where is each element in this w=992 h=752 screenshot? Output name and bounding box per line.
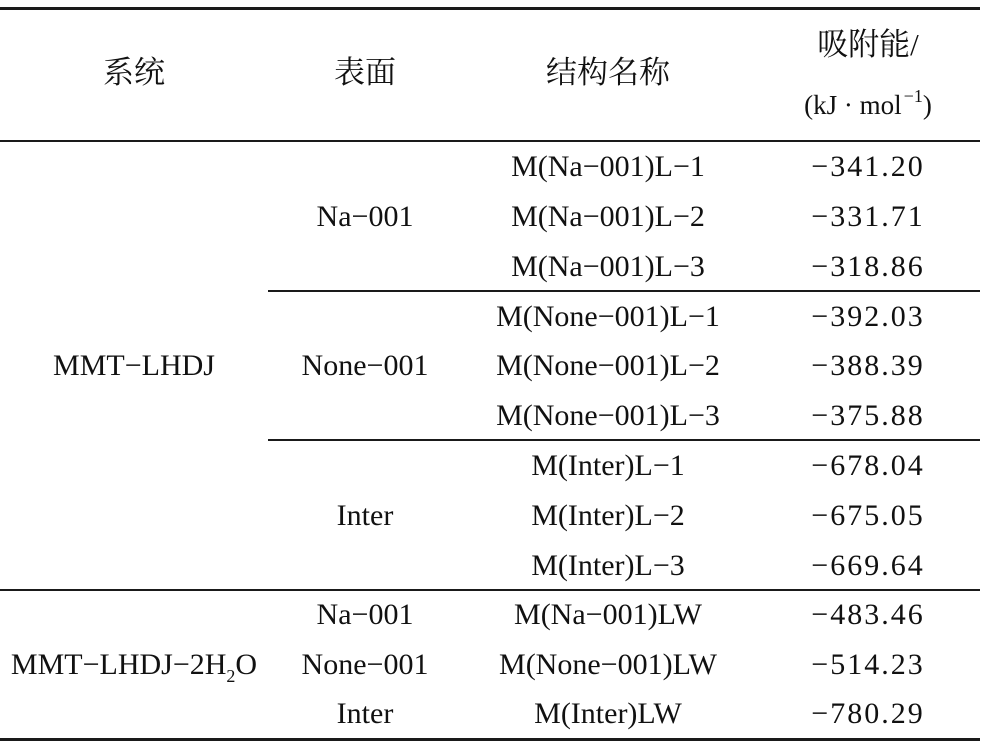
structure-cell: M(None−001)L−1 xyxy=(496,300,720,333)
header-surface: 表面 xyxy=(334,55,396,90)
energy-cell: −780.29 xyxy=(811,697,925,730)
surface-none-001: None−001 xyxy=(301,349,429,382)
unit-exponent: −1 xyxy=(903,86,923,106)
energy-cell: −392.03 xyxy=(811,300,925,333)
energy-cell: −678.04 xyxy=(811,449,925,482)
header-rule xyxy=(0,140,980,142)
energy-cell: −483.46 xyxy=(811,598,925,631)
energy-cell: −669.64 xyxy=(811,549,925,582)
energy-cell: −341.20 xyxy=(811,150,925,183)
header-structure: 结构名称 xyxy=(546,55,670,90)
energy-cell: −375.88 xyxy=(811,399,925,432)
structure-cell: M(Na−001)L−2 xyxy=(511,200,705,233)
surface-na-001-water: Na−001 xyxy=(316,598,414,631)
top-rule xyxy=(0,7,980,10)
structure-cell: M(Na−001)LW xyxy=(514,598,702,631)
structure-cell: M(Inter)L−3 xyxy=(531,549,685,582)
surface-na-001: Na−001 xyxy=(316,200,414,233)
bottom-rule xyxy=(0,738,980,741)
header-energy: 吸附能/ xyxy=(817,27,919,62)
structure-cell: M(Inter)L−1 xyxy=(531,449,685,482)
energy-cell: −331.71 xyxy=(811,200,925,233)
surface-none-001-water: None−001 xyxy=(301,648,429,681)
system-mmt-lhdj-2h2o xyxy=(0,645,268,685)
unit-suffix: ) xyxy=(922,90,932,120)
structure-cell: M(Na−001)L−1 xyxy=(511,150,705,183)
structure-cell: M(Inter)LW xyxy=(534,697,682,730)
structure-cell: M(Na−001)L−3 xyxy=(511,250,705,283)
surface-inter: Inter xyxy=(336,499,394,532)
system-rule xyxy=(0,589,980,591)
system-2h2o-suffix: O xyxy=(235,648,258,681)
energy-cell: −675.05 xyxy=(811,499,925,532)
system-mmt-lhdj: MMT−LHDJ xyxy=(53,349,215,382)
energy-cell: −388.39 xyxy=(811,349,925,382)
energy-cell: −318.86 xyxy=(811,250,925,283)
surface-inter-water: Inter xyxy=(336,697,394,730)
structure-cell: M(None−001)L−2 xyxy=(496,349,720,382)
structure-cell: M(None−001)L−3 xyxy=(496,399,720,432)
system-2h2o-prefix: MMT−LHDJ−2H xyxy=(10,648,227,681)
unit-prefix: (kJ · mol xyxy=(804,90,902,120)
structure-cell: M(None−001)LW xyxy=(499,648,717,681)
group-rule-none xyxy=(268,439,980,441)
structure-cell: M(Inter)L−2 xyxy=(531,499,685,532)
system-2h2o-subscript: 2 xyxy=(226,666,236,686)
energy-cell: −514.23 xyxy=(811,648,925,681)
header-system: 系统 xyxy=(103,55,165,90)
group-rule-na xyxy=(268,290,980,292)
header-energy-unit xyxy=(756,85,980,125)
